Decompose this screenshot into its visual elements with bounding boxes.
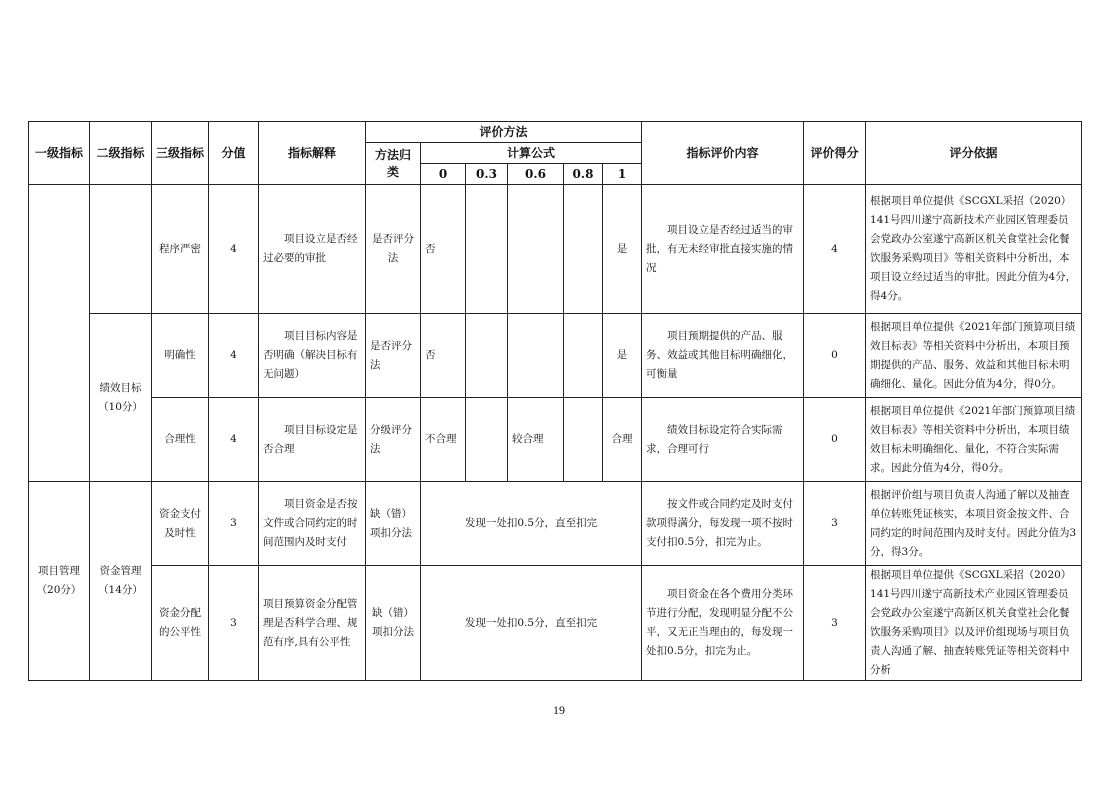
level3-cell: 合理性 <box>152 398 209 482</box>
formula-1-cell: 合理 <box>603 398 642 482</box>
table-row <box>29 398 1082 482</box>
page-number: 19 <box>553 703 565 717</box>
score-cell: 0 <box>804 314 866 398</box>
level1-cell-empty <box>29 185 90 482</box>
explain-cell: 项目资金是否按文件或合同约定的时间范围内及时支付 <box>259 482 366 566</box>
score-cell: 3 <box>804 482 866 566</box>
header-basis: 评分依据 <box>866 122 1082 185</box>
header-col-0.8: 0.8 <box>564 164 603 185</box>
value-cell: 4 <box>209 398 259 482</box>
table-row <box>29 566 1082 681</box>
header-level1: 一级指标 <box>29 122 90 185</box>
header-level2: 二级指标 <box>90 122 152 185</box>
basis-cell: 根据项目单位提供《2021年部门预算项目绩效目标表》等相关资料中分析出，本项目预期提供的产品、服务、效益和其他目标未明确细化、量化。因此分值为4分，得0分。 <box>866 314 1082 398</box>
explain-cell: 项目目标内容是否明确（解决目标有无问题） <box>259 314 366 398</box>
table-row <box>29 185 1082 314</box>
method-cell: 是否评分法 <box>366 314 421 398</box>
score-cell: 0 <box>804 398 866 482</box>
formula-0-cell: 否 <box>421 314 466 398</box>
formula-0.8-cell <box>564 398 603 482</box>
value-cell: 4 <box>209 185 259 314</box>
formula-0.3-cell <box>466 398 508 482</box>
value-cell: 3 <box>209 482 259 566</box>
value-cell: 4 <box>209 314 259 398</box>
explain-cell: 项目设立是否经过必要的审批 <box>259 185 366 314</box>
header-col-0.6: 0.6 <box>508 164 564 185</box>
formula-0.3-cell <box>466 185 508 314</box>
method-cell: 缺（错）项扣分法 <box>366 482 421 566</box>
value-cell: 3 <box>209 566 259 681</box>
header-col-0: 0 <box>421 164 466 185</box>
table-row <box>29 314 1082 398</box>
explain-cell: 项目预算资金分配管理是否科学合理、规范有序,具有公平性 <box>259 566 366 681</box>
formula-0.6-cell <box>508 314 564 398</box>
level2-cell-empty <box>90 185 152 314</box>
formula-0.6-cell: 较合理 <box>508 398 564 482</box>
header-level3: 三级指标 <box>152 122 209 185</box>
table-row <box>29 482 1082 566</box>
method-cell: 缺（错）项扣分法 <box>366 566 421 681</box>
formula-0.8-cell <box>564 314 603 398</box>
formula-0.8-cell <box>564 185 603 314</box>
level3-cell: 程序严密 <box>152 185 209 314</box>
content-cell: 按文件或合同约定及时支付款项得满分，每发现一项不按时支付扣0.5分，扣完为止。 <box>642 482 804 566</box>
formula-0-cell: 不合理 <box>421 398 466 482</box>
level3-cell: 资金分配的公平性 <box>152 566 209 681</box>
formula-1-cell: 是 <box>603 314 642 398</box>
header-content: 指标评价内容 <box>642 122 804 185</box>
score-cell: 3 <box>804 566 866 681</box>
formula-merged-cell: 发现一处扣0.5分，直至扣完 <box>421 482 642 566</box>
explain-cell: 项目目标设定是否合理 <box>259 398 366 482</box>
level3-cell: 明确性 <box>152 314 209 398</box>
level1-cell: 项目管理（20分） <box>29 482 90 681</box>
header-score: 评价得分 <box>804 122 866 185</box>
header-score-value: 分值 <box>209 122 259 185</box>
header-formula: 计算公式 <box>421 143 642 164</box>
method-cell: 是否评分法 <box>366 185 421 314</box>
content-cell: 项目预期提供的产品、服务、效益或其他目标明确细化，可衡量 <box>642 314 804 398</box>
basis-cell: 根据项目单位提供《SCGXL采招（2020）141号四川遂宁高新技术产业园区管理委员会党政办公室遂宁高新区机关食堂社会化餐饮服务采购项目》等相关资料中分析出，本项目设立经过适当的审批。因此分值为4分，得4分。 <box>866 185 1082 314</box>
level2-cell: 绩效目标（10分） <box>90 314 152 482</box>
formula-0.6-cell <box>508 185 564 314</box>
content-cell: 项目资金在各个费用分类环节进行分配，发现明显分配不公平，又无正当理由的，每发现一处扣0.5分，扣完为止。 <box>642 566 804 681</box>
formula-0.3-cell <box>466 314 508 398</box>
level2-cell: 资金管理（14分） <box>90 482 152 681</box>
header-row-1 <box>29 122 1082 143</box>
level3-cell: 资金支付及时性 <box>152 482 209 566</box>
basis-cell: 根据评价组与项目负责人沟通了解以及抽查单位转账凭证核实，本项目资金按文件、合同约定的时间范围内及时支付。因此分值为3分，得3分。 <box>866 482 1082 566</box>
formula-0-cell: 否 <box>421 185 466 314</box>
header-explanation: 指标解释 <box>259 122 366 185</box>
header-method-class: 方法归类 <box>366 143 421 185</box>
basis-cell: 根据项目单位提供《2021年部门预算项目绩效目标表》等相关资料中分析出，本项目绩效目标未明确细化、量化，不符合实际需求。因此分值为4分，得0分。 <box>866 398 1082 482</box>
formula-merged-cell: 发现一处扣0.5分，直至扣完 <box>421 566 642 681</box>
content-cell: 绩效目标设定符合实际需求，合理可行 <box>642 398 804 482</box>
content-cell: 项目设立是否经过适当的审批，有无未经审批直接实施的情况 <box>642 185 804 314</box>
basis-cell: 根据项目单位提供《SCGXL采招（2020）141号四川遂宁高新技术产业园区管理委员会党政办公室遂宁高新区机关食堂社会化餐饮服务采购项目》以及评价组现场与项目负责人沟通了解、抽查转账凭证等相关资料中分析 <box>866 566 1082 681</box>
evaluation-table <box>28 121 1082 681</box>
score-cell: 4 <box>804 185 866 314</box>
header-eval-method: 评价方法 <box>366 122 642 143</box>
method-cell: 分级评分法 <box>366 398 421 482</box>
formula-1-cell: 是 <box>603 185 642 314</box>
header-col-1: 1 <box>603 164 642 185</box>
header-col-0.3: 0.3 <box>466 164 508 185</box>
evaluation-table-sheet <box>28 121 1081 681</box>
